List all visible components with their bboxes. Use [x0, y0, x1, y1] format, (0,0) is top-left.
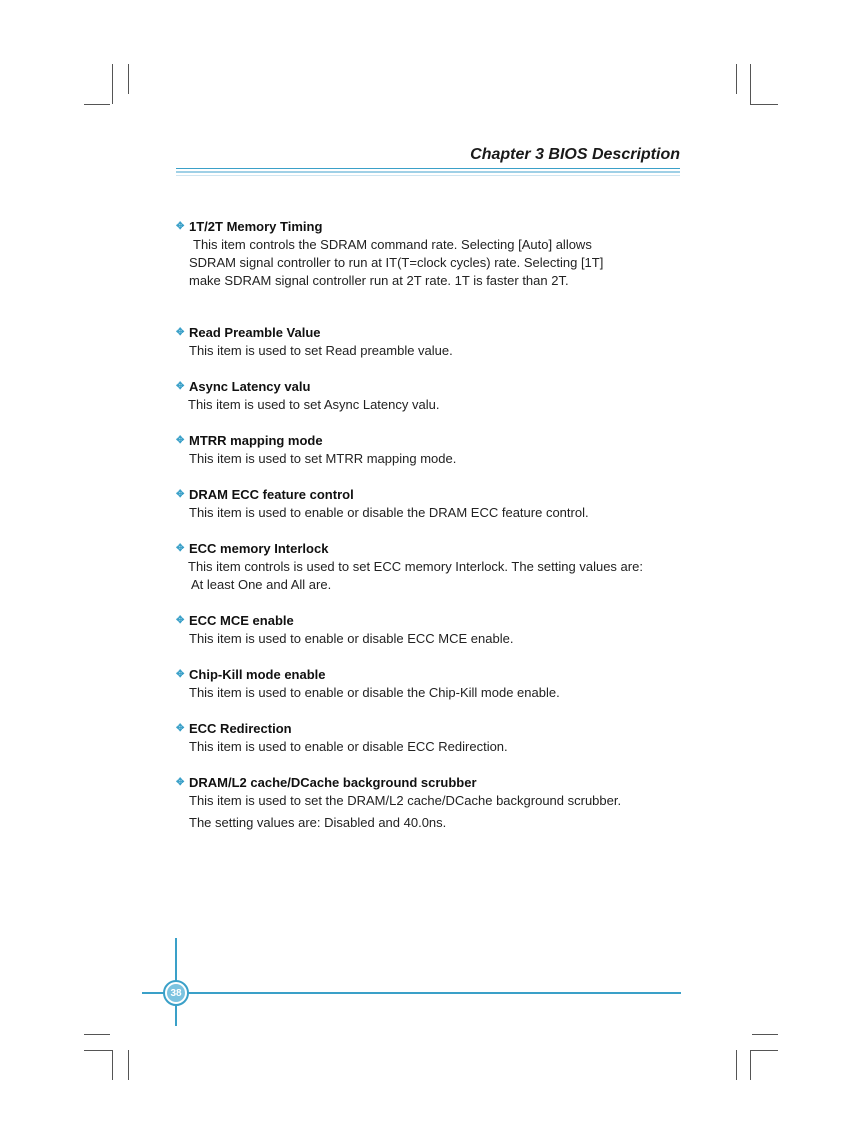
item-ecc-interlock [176, 540, 696, 594]
item-title: DRAM ECC feature control [189, 487, 354, 502]
diamond-bullet-icon: ✥ [176, 327, 185, 338]
item-desc-line: At least One and All are. [191, 577, 332, 592]
item-desc-line: This item controls is used to set ECC memory Interlock. The setting values are: [188, 559, 643, 574]
chapter-title: Chapter 3 BIOS Description [470, 146, 680, 163]
item-title: Read Preamble Value [189, 325, 321, 340]
item-title: MTRR mapping mode [189, 433, 323, 448]
item-desc-line: This item is used to enable or disable the Chip-Kill mode enable. [189, 685, 560, 700]
item-dram-ecc [176, 486, 696, 522]
item-desc-line: This item is used to set MTRR mapping mode. [189, 451, 457, 466]
item-read-preamble [176, 324, 696, 360]
item-title: ECC Redirection [189, 721, 292, 736]
diamond-bullet-icon: ✥ [176, 723, 185, 734]
item-async-latency [176, 378, 696, 414]
item-ecc-mce [176, 612, 696, 648]
diamond-bullet-icon: ✥ [176, 669, 185, 680]
item-background-scrubber [176, 774, 696, 832]
footer-horizontal-rule-left [142, 992, 164, 994]
item-desc-line: This item is used to enable or disable ECC Redirection. [189, 739, 508, 754]
diamond-bullet-icon: ✥ [176, 435, 185, 446]
item-title: ECC MCE enable [189, 613, 294, 628]
item-desc-line: The setting values are: Disabled and 40.0ns. [189, 815, 447, 830]
item-ecc-redirection [176, 720, 696, 756]
diamond-bullet-icon: ✥ [176, 543, 185, 554]
page-number: 38 [167, 984, 185, 1002]
diamond-bullet-icon: ✥ [176, 777, 185, 788]
item-memory-timing [176, 218, 696, 290]
footer-horizontal-rule-right [187, 992, 681, 994]
item-desc-line: make SDRAM signal controller run at 2T rate. 1T is faster than 2T. [189, 273, 569, 288]
diamond-bullet-icon: ✥ [176, 221, 185, 232]
item-title: Async Latency valu [189, 379, 311, 394]
item-desc-line: SDRAM signal controller to run at IT(T=clock cycles) rate. Selecting [1T] [189, 255, 604, 270]
diamond-bullet-icon: ✥ [176, 489, 185, 500]
item-desc-line: This item is used to set Read preamble value. [189, 343, 453, 358]
content-area [176, 216, 696, 832]
diamond-bullet-icon: ✥ [176, 381, 185, 392]
item-desc-line: This item is used to enable or disable the DRAM ECC feature control. [189, 505, 589, 520]
item-title: ECC memory Interlock [189, 541, 329, 556]
diamond-bullet-icon: ✥ [176, 615, 185, 626]
item-desc-line: This item is used to set Async Latency valu. [188, 397, 440, 412]
item-title: DRAM/L2 cache/DCache background scrubber [189, 775, 477, 790]
item-desc-line: This item is used to set the DRAM/L2 cache/DCache background scrubber. [189, 793, 622, 808]
item-desc-line: This item controls the SDRAM command rate. Selecting [Auto] allows [193, 237, 592, 252]
item-desc-line: This item is used to enable or disable ECC MCE enable. [189, 631, 514, 646]
item-title: 1T/2T Memory Timing [189, 219, 323, 234]
item-mtrr-mapping [176, 432, 696, 468]
page-number-badge [163, 980, 189, 1006]
item-chip-kill [176, 666, 696, 702]
item-title: Chip-Kill mode enable [189, 667, 326, 682]
